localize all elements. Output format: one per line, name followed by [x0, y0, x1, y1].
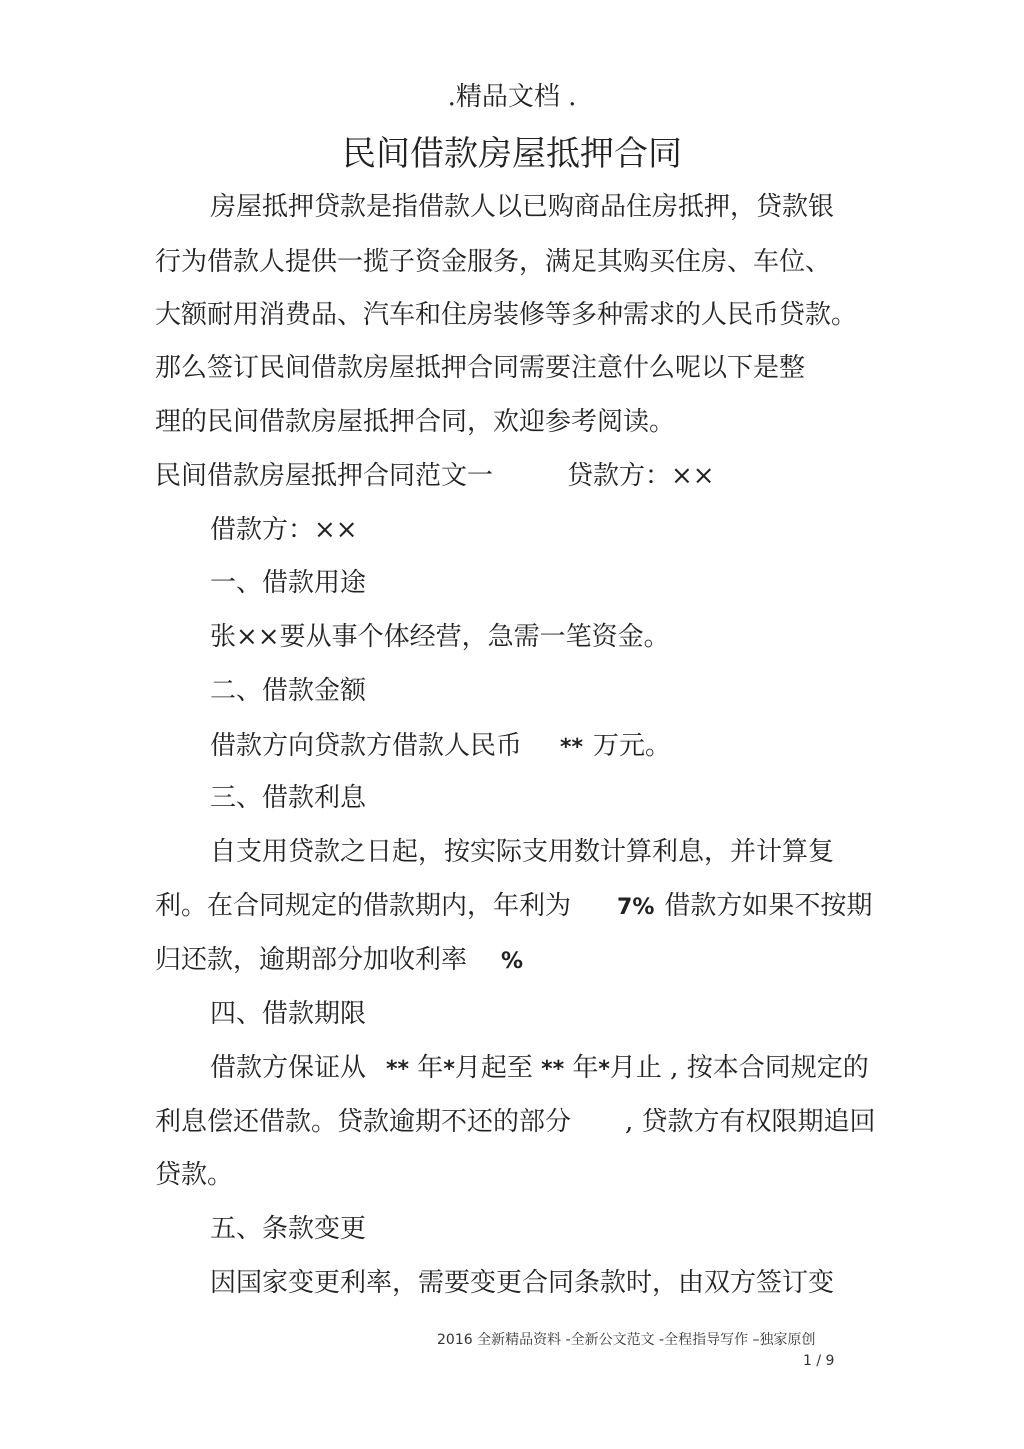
term-text-b: 年: [417, 1053, 444, 1083]
page-number: 1 / 9: [803, 1353, 835, 1369]
section-3-line-2: [155, 889, 872, 925]
loan-text-a: 借款方向贷款方借款人民币: [210, 731, 523, 761]
term-year-start: **: [386, 1057, 410, 1082]
section-3-line-3: [155, 943, 523, 979]
interest-text-a: 利。在合同规定的借款期内，年利为: [155, 891, 572, 921]
intro-line-5: 理的民间借款房屋抵押合同，欢迎参考阅读。: [155, 407, 676, 437]
document-title: 民间借款房屋抵押合同: [342, 134, 682, 174]
section-4-heading: 四、借款期限: [210, 999, 367, 1029]
section-1-text: 张××要从事个体经营，急需一笔资金。: [210, 622, 670, 652]
term-text-d: 年: [572, 1053, 599, 1083]
interest-text-b: 借款方如果不按期: [664, 891, 873, 921]
section-5-heading: 五、条款变更: [210, 1214, 367, 1244]
term-month-end: *: [598, 1057, 610, 1082]
section-2-heading: 二、借款金额: [210, 676, 367, 706]
section-5-line-1: 因国家变更利率，需要变更合同条款时，由双方签订变: [210, 1268, 835, 1298]
overdue-text: 归还款，逾期部分加收利率: [155, 945, 468, 975]
loan-amount: **: [560, 735, 584, 760]
section-3-heading: 三、借款利息: [210, 783, 367, 813]
lender-line: 贷款方：××: [567, 461, 715, 491]
document-header: .精品文档 .: [447, 82, 577, 112]
section-2-text: [210, 729, 671, 765]
term-month-start: *: [443, 1057, 455, 1082]
term-text-c: 月起至: [454, 1053, 533, 1083]
term-text-g: , 贷款方有权限期追回: [625, 1107, 876, 1137]
intro-line-1: 房屋抵押贷款是指借款人以已购商品住房抵押，贷款银: [210, 192, 835, 222]
interest-rate: 7%: [617, 895, 655, 920]
overdue-rate: %: [501, 949, 524, 974]
sample-title: 民间借款房屋抵押合同范文一: [155, 461, 494, 491]
intro-line-2: 行为借款人提供一揽子资金服务，满足其购买住房、车位、: [155, 247, 832, 277]
term-text-f: 利息偿还借款。贷款逾期不还的部分: [155, 1107, 572, 1137]
loan-text-b: 万元。: [593, 731, 672, 761]
term-text-a: 借款方保证从: [210, 1053, 367, 1083]
term-text-e: 月止 , 按本合同规定的: [609, 1053, 869, 1083]
borrower-line: 借款方：××: [210, 515, 358, 545]
page-footer: 2016 全新精品资料 -全新公文范文 -全程指导写作 –独家原创: [437, 1332, 816, 1348]
intro-line-3: 大额耐用消费品、汽车和住房装修等多种需求的人民币贷款。: [155, 300, 858, 330]
section-4-line-3: 贷款。: [155, 1160, 234, 1190]
section-3-line-1: 自支用贷款之日起，按实际支用数计算利息，并计算复: [210, 837, 835, 867]
term-year-end: **: [541, 1057, 565, 1082]
section-1-heading: 一、借款用途: [210, 568, 367, 598]
section-4-line-1: [210, 1051, 869, 1087]
intro-line-4: 那么签订民间借款房屋抵押合同需要注意什么呢以下是整: [155, 353, 806, 383]
section-4-line-2: [155, 1105, 876, 1139]
